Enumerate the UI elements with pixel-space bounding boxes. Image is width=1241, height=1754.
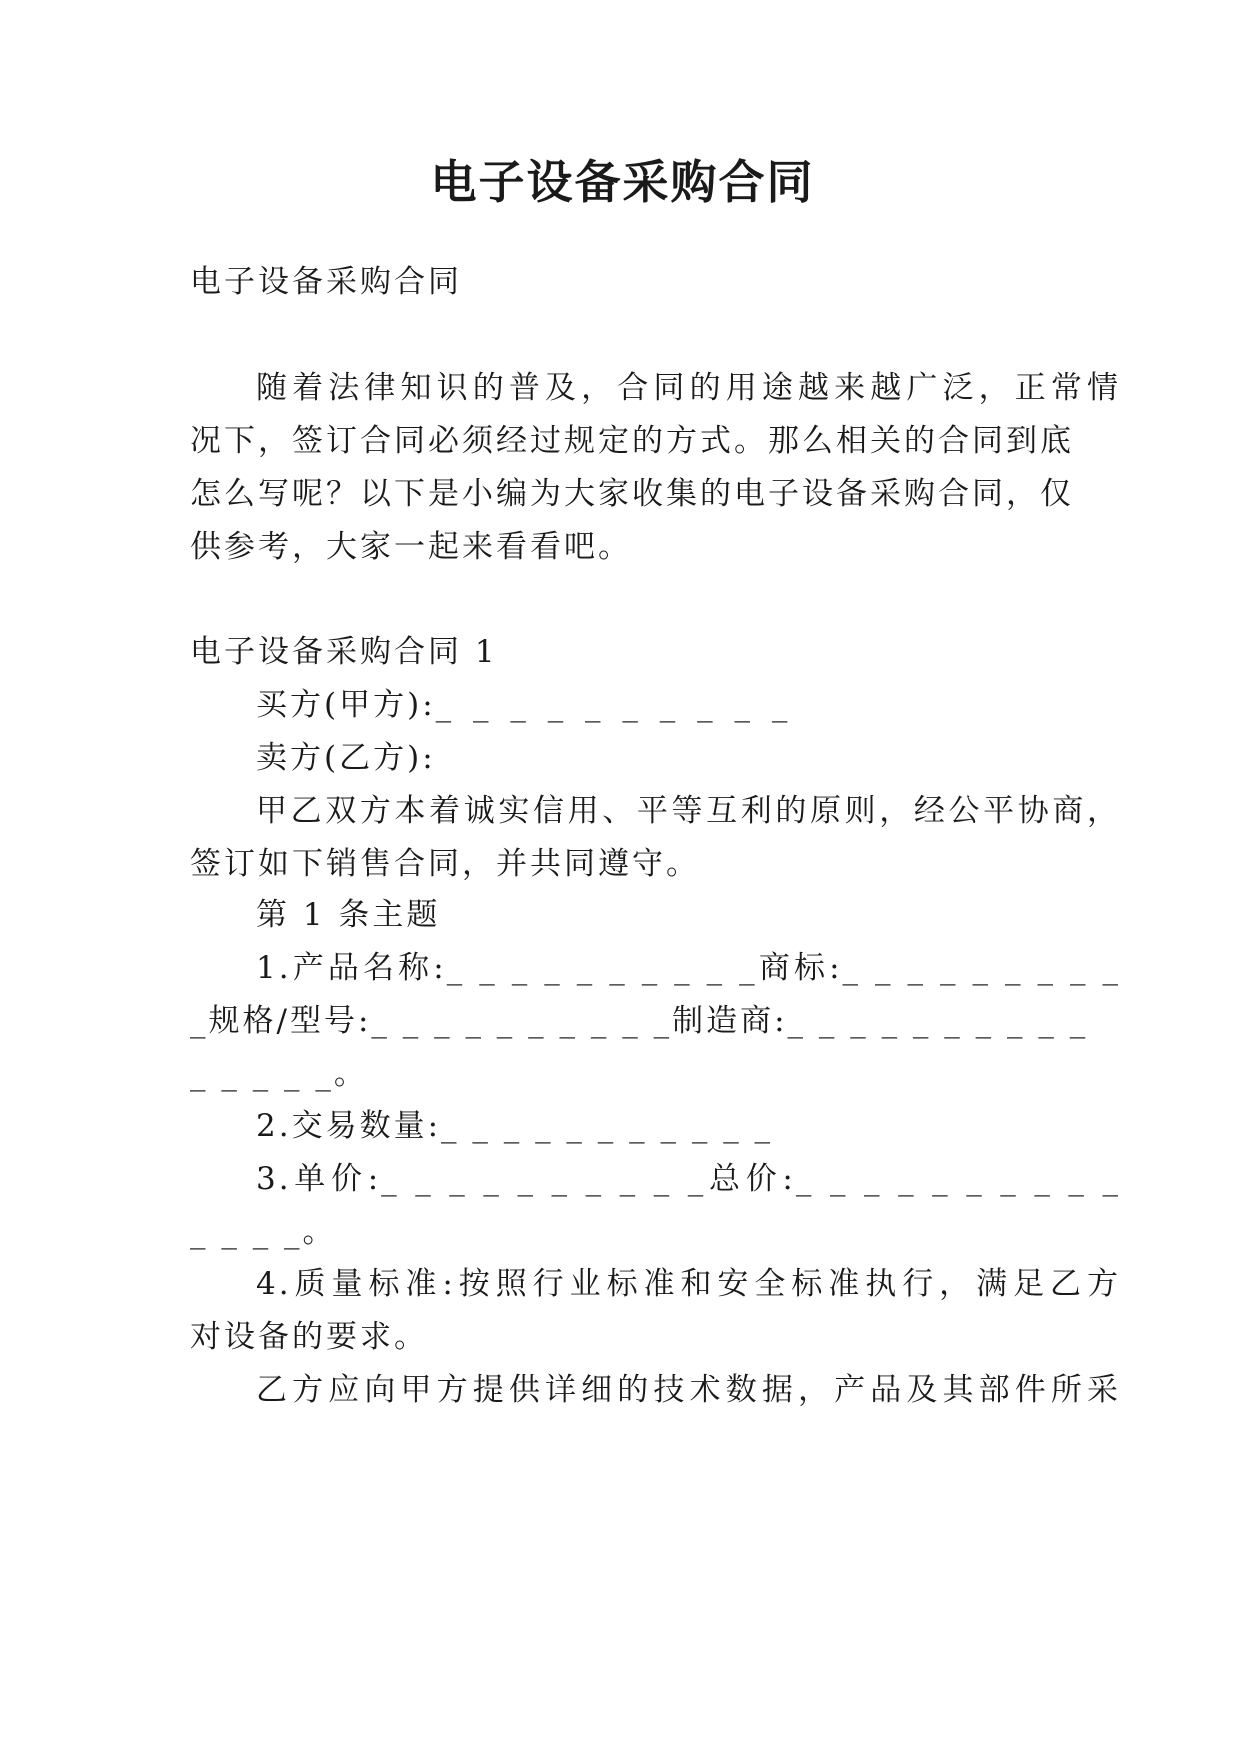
item-1-line-1: 1.产品名称:_ _ _ _ _ _ _ _ _ _商标:_ _ _ _ _ _ _ _ _ (256, 950, 1121, 986)
intro-line-4: 供参考，大家一起来看看吧。 (190, 529, 632, 565)
item-3-line-2: _ _ _ _。 (190, 1214, 337, 1250)
preamble-line-1: 甲乙双方本着诚实信用、平等互利的原则，经公平协商， (256, 793, 1121, 829)
document-subtitle: 电子设备采购合同 (190, 264, 462, 300)
buyer-line (190, 685, 1121, 725)
tech-data-line: 乙方应向甲方提供详细的技术数据，产品及其部件所采 (256, 1372, 1121, 1408)
section-heading: 电子设备采购合同 1 (190, 634, 498, 670)
item-2-line: 2.交易数量:_ _ _ _ _ _ _ _ _ _ _ (256, 1108, 774, 1144)
item-3-line-1: 3.单价:_ _ _ _ _ _ _ _ _ _总价:_ _ _ _ _ _ _ _ _ _ (256, 1161, 1121, 1197)
intro-line-3: 怎么写呢？以下是小编为大家收集的电子设备采购合同，仅 (190, 476, 1074, 512)
item-4-line-2: 对设备的要求。 (190, 1319, 428, 1355)
preamble-line-2: 签订如下销售合同，并共同遵守。 (190, 846, 700, 882)
intro-line-1: 随着法律知识的普及，合同的用途越来越广泛，正常情 (256, 370, 1121, 406)
document-title: 电子设备采购合同 (430, 155, 815, 209)
seller-label: 卖方(乙方): (256, 740, 436, 776)
intro-line-2: 况下，签订合同必须经过规定的方式。那么相关的合同到底 (190, 423, 1074, 459)
item-4-line-1: 4.质量标准:按照行业标准和安全标准执行，满足乙方 (256, 1266, 1121, 1302)
item-1-line-3: _ _ _ _ _。 (190, 1056, 368, 1092)
item-1-line-2: _规格/型号:_ _ _ _ _ _ _ _ _ _制造商:_ _ _ _ _ _ _ _ _ _ (190, 1003, 1089, 1039)
article-1-heading: 第 1 条主题 (256, 897, 441, 933)
buyer-label: 买方(甲方): (256, 687, 436, 723)
buyer-blank: _ _ _ _ _ _ _ _ _ _ (435, 687, 794, 723)
